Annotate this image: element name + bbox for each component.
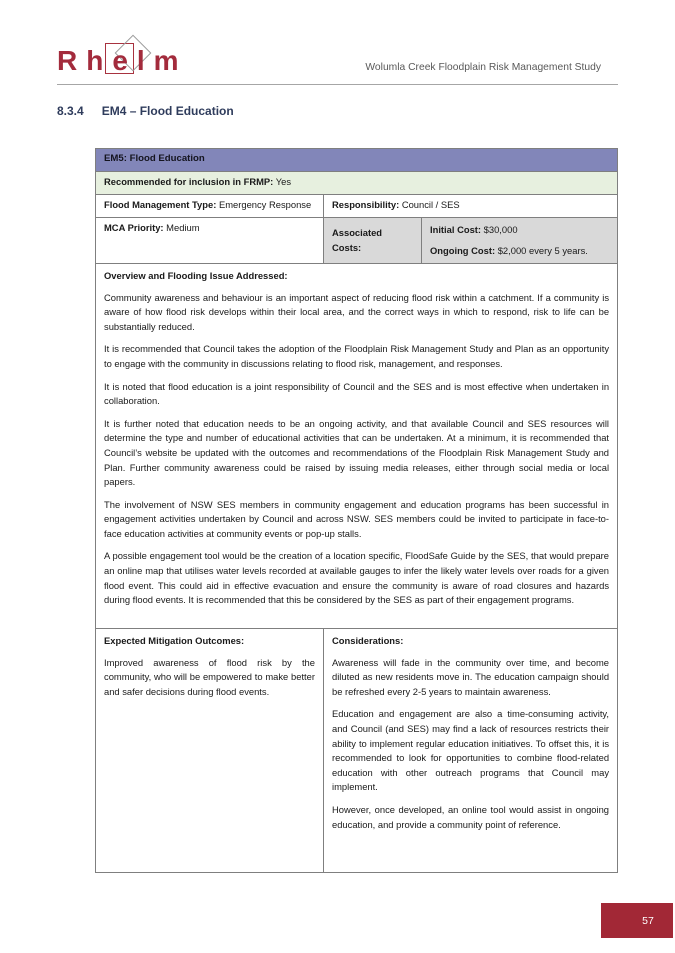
table-title: EM5: Flood Education: [96, 149, 618, 172]
management-type-label: Flood Management Type:: [104, 199, 217, 210]
responsibility-value: Council / SES: [401, 199, 460, 210]
section-title: EM4 – Flood Education: [101, 104, 234, 118]
section-number: 8.3.4: [57, 104, 84, 118]
considerations-paragraph: However, once developed, an online tool would assist in ongoing education, and provide a community point of reference.: [332, 803, 610, 830]
management-type-cell: [96, 195, 324, 218]
outcomes-considerations-row: [96, 629, 618, 873]
considerations-paragraph: Awareness will fade in the community over time, and become diluted as new residents move in. The education campaign should be refreshed every 2-5 years to maintain awareness.: [332, 656, 610, 697]
associated-costs-label-cell: Associated Costs:: [324, 218, 422, 264]
costs-cell: [422, 218, 618, 264]
ongoing-cost: [430, 244, 609, 259]
responsibility-label: Responsibility:: [332, 199, 400, 210]
mca-priority-value: Medium: [166, 222, 200, 233]
frmp-label: Recommended for inclusion in FRMP:: [104, 176, 274, 187]
section-heading: [57, 104, 234, 118]
mca-priority-label: MCA Priority:: [104, 222, 164, 233]
overview-paragraph: Community awareness and behaviour is an important aspect of reducing flood risk within a catchment. If a community is aware of how flood risk develops within their local area, and the correct ways in which to respond, risk to life can be substantially reduced.: [104, 291, 610, 332]
overview-paragraph: A possible engagement tool would be the creation of a location specific, FloodSafe Guide by the SES, that would prepare an online map that utilises water levels recorded at available gauges to infer the likely water levels over roads for a given flood event. This could aid in effective evacuation and ensure the community is aware of road closures and hazards during flood events. It is recommended that this be considered by the SES as part of their engagement programs.: [104, 550, 610, 606]
page-number-badge: [601, 903, 673, 938]
management-type-value: Emergency Response: [218, 199, 312, 210]
initial-cost-label: Initial Cost:: [430, 224, 482, 235]
overview-paragraph: It is recommended that Council takes the adoption of the Floodplain Risk Management Study and Plan as an opportunity to engage with the community in discussions relating to flood risk, management, and responses.: [104, 343, 610, 370]
document-title: Wolumla Creek Floodplain Risk Management Study: [365, 62, 601, 73]
overview-heading: Overview and Flooding Issue Addressed:: [104, 270, 288, 282]
outcomes-heading: Expected Mitigation Outcomes:: [104, 635, 245, 647]
considerations-heading: Considerations:: [332, 635, 404, 647]
frmp-row: [96, 172, 618, 195]
ongoing-cost-value: $2,000 every 5 years.: [497, 244, 588, 256]
logo-text: Rhelm: [57, 45, 188, 76]
header-divider: [57, 84, 618, 85]
frmp-value: Yes: [275, 176, 292, 187]
overview-cell: [96, 264, 618, 629]
page-number: 57: [642, 914, 654, 927]
table-title-row: [96, 149, 618, 172]
overview-row: [96, 264, 618, 629]
ongoing-cost-label: Ongoing Cost:: [430, 244, 496, 256]
outcomes-cell: [96, 629, 324, 873]
overview-paragraph: The involvement of NSW SES members in community engagement and education programs has been successful in engagement activities undertaken by Council and across NSW. SES members could be invited to participate in face-to-face education activities at community events or pop-up stalls.: [104, 498, 610, 539]
considerations-paragraph: Education and engagement are also a time-consuming activity, and Council (and SES) may find a lack of resources restricts their ability to implement regular education initiatives. To offset this, it is recommended to look for opportunities to combine flood-related education with other outreach programs that Council may implement.: [332, 708, 610, 793]
initial-cost-value: $30,000: [483, 224, 518, 235]
considerations-cell: [324, 629, 618, 873]
responsibility-cell: [324, 195, 618, 218]
type-responsibility-row: [96, 195, 618, 218]
overview-paragraph: It is noted that flood education is a joint responsibility of Council and the SES and is most effective when undertaken in collaboration.: [104, 380, 610, 407]
measure-table: [95, 148, 618, 873]
mca-priority-cell: [96, 218, 324, 264]
frmp-cell: [96, 172, 618, 195]
overview-paragraph: It is further noted that education needs to be an ongoing activity, and that available Council and SES resources will determine the type and number of educational activities that can be undertaken. At a minimum, it is recommended that Council’s website be updated with the outcomes and recommendations of the Floodplain Risk Management Study and Plan. Further community awareness could be raised by issuing media releases, either through social media or local papers.: [104, 417, 610, 488]
initial-cost: [430, 223, 609, 238]
rhelm-logo: [57, 28, 207, 80]
mca-costs-row: [96, 218, 618, 264]
outcomes-paragraph: Improved awareness of flood risk by the community, who will be empowered to make better and safer decisions during flood events.: [104, 656, 315, 697]
